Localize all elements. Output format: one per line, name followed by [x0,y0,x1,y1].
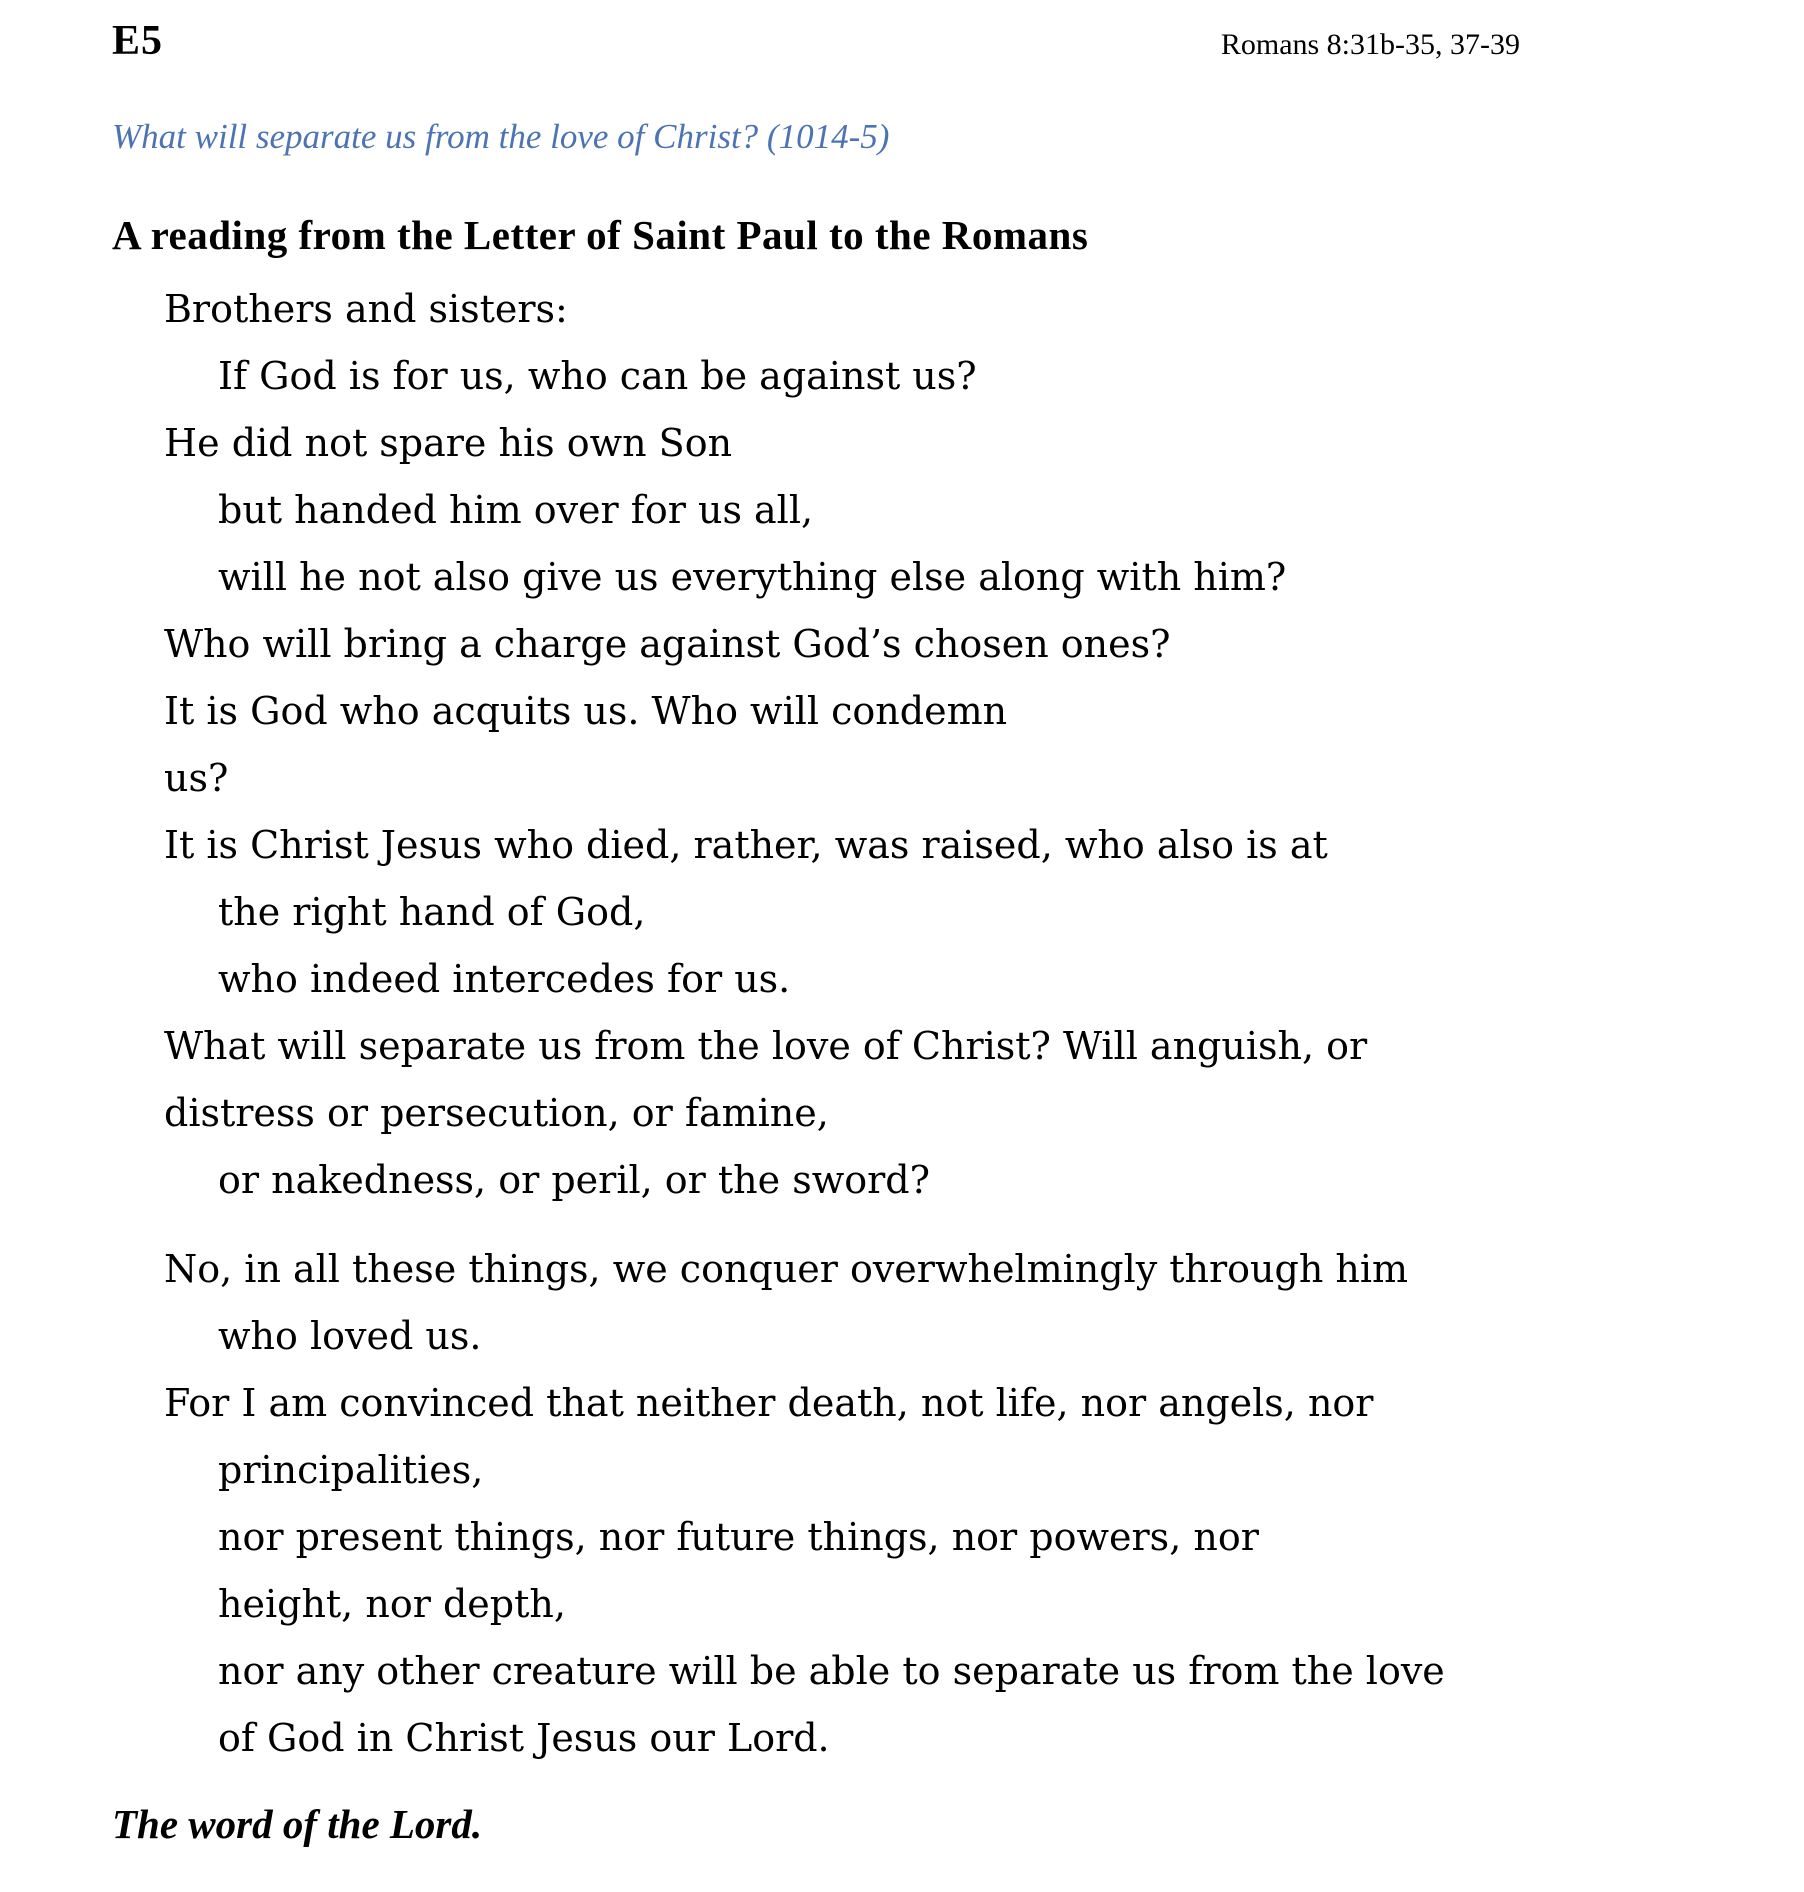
reading-line: For I am convinced that neither death, not life, nor angels, nor [164,1381,1374,1425]
reading-line: us? [164,756,229,800]
reading-line: of God in Christ Jesus our Lord. [218,1716,830,1760]
closing-line: The word of the Lord. [112,1801,483,1847]
reading-line: What will separate us from the love of Christ? Will anguish, or [164,1024,1368,1068]
reading-line: No, in all these things, we conquer overwhelmingly through him [164,1247,1409,1291]
reading-line: He did not spare his own Son [164,421,733,465]
reading-line: height, nor depth, [218,1582,566,1626]
reading-line: or nakedness, or peril, or the sword? [218,1158,930,1202]
reading-body [112,276,1804,1772]
reading-line: but handed him over for us all, [218,488,814,532]
reading-line: who indeed intercedes for us. [218,957,791,1001]
reading-line: It is God who acquits us. Who will condemn [164,689,1008,733]
reading-line: who loved us. [218,1314,482,1358]
reading-line: nor present things, nor future things, nor powers, nor [218,1515,1259,1559]
reading-line: the right hand of God, [218,890,646,934]
scripture-reference: Romans 8:31b-35, 37-39 [1220,28,1520,61]
reading-heading: A reading from the Letter of Saint Paul to the Romans [112,212,1089,258]
reading-line: If God is for us, who can be against us? [218,354,977,398]
page-header [112,16,1520,70]
reading-line: nor any other creature will be able to separate us from the love [218,1649,1445,1693]
reading-line: Brothers and sisters: [164,287,568,331]
reading-line: distress or persecution, or famine, [164,1091,829,1135]
reading-line: Who will bring a charge against God’s chosen ones? [164,622,1171,666]
reading-line: will he not also give us everything else along with him? [218,555,1287,599]
reading-line: It is Christ Jesus who died, rather, was raised, who also is at [164,823,1328,867]
page-code: E5 [112,18,164,64]
reading-line: principalities, [218,1448,484,1492]
summary-line: What will separate us from the love of Christ? (1014-5) [112,117,890,156]
